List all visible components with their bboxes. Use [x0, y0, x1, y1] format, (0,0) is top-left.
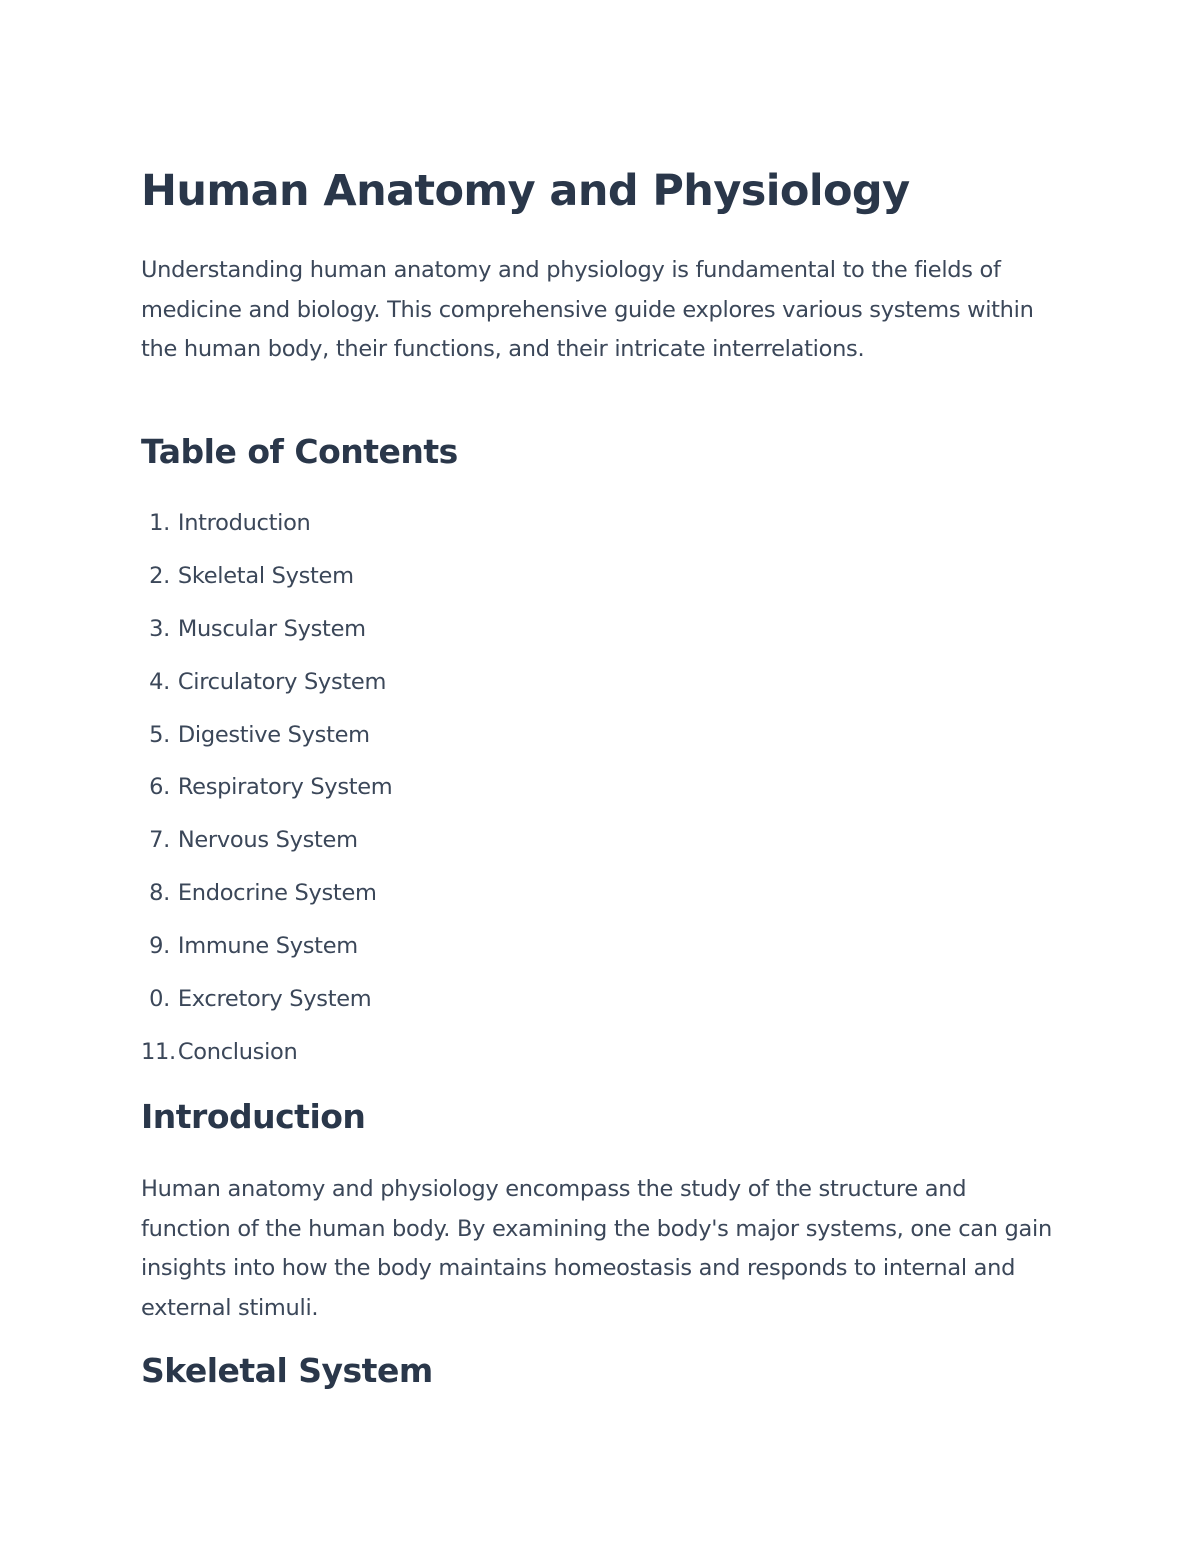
toc-item-label: Conclusion: [177, 1038, 298, 1065]
introduction-paragraph: Human anatomy and physiology encompass the study of the structure and function of the human body. By examining the body's major systems, one can gain insights into how the body maintains homeostasis and responds to internal and external stimuli.: [141, 1176, 1052, 1321]
toc-item-label: Endocrine System: [177, 880, 377, 907]
page-title: Human Anatomy and Physiology: [141, 166, 910, 216]
toc-item-number: 4.: [149, 668, 170, 695]
toc-item-label: Excretory System: [177, 986, 372, 1013]
toc-item-number: 3.: [149, 615, 170, 642]
toc-item-number: 1.: [149, 510, 170, 536]
toc-item-immune-system: [141, 928, 392, 981]
toc-item-number: 2.: [149, 562, 170, 589]
intro-paragraph: Understanding human anatomy and physiology is fundamental to the fields of medicine and biology. This comprehensive guide explores various systems within the human body, their functions, and their intricate interrelations.: [141, 257, 1034, 362]
toc-item-endocrine-system: [141, 875, 392, 928]
toc-item-respiratory-system: [141, 769, 392, 822]
toc-item-label: Skeletal System: [177, 562, 354, 589]
skeletal-system-heading: Skeletal System: [141, 1351, 433, 1390]
toc-item-label: Immune System: [177, 933, 358, 960]
toc-item-number: 0.: [149, 986, 170, 1013]
toc-item-label: Digestive System: [177, 721, 370, 748]
introduction-heading: Introduction: [141, 1097, 366, 1136]
toc-item-digestive-system: [141, 717, 392, 770]
toc-item-label: Respiratory System: [177, 774, 393, 801]
toc-item-nervous-system: [141, 822, 392, 875]
toc-item-number: 8.: [149, 880, 170, 907]
toc-item-circulatory-system: [141, 664, 392, 717]
table-of-contents: [141, 505, 392, 1087]
toc-item-label: Introduction: [177, 510, 311, 536]
toc-item-number: 6.: [149, 774, 170, 801]
toc-item-muscular-system: [141, 611, 392, 664]
toc-item-introduction: [141, 505, 392, 558]
toc-item-number: 7.: [149, 827, 170, 854]
toc-item-conclusion: [141, 1034, 392, 1087]
toc-item-label: Circulatory System: [177, 668, 387, 695]
toc-item-label: Nervous System: [177, 827, 358, 854]
toc-heading: Table of Contents: [141, 432, 458, 471]
toc-item-number: 5.: [149, 721, 170, 748]
toc-item-label: Muscular System: [177, 615, 366, 642]
toc-item-number: 9.: [149, 933, 170, 960]
toc-item-skeletal-system: [141, 558, 392, 611]
toc-item-excretory-system: [141, 981, 392, 1034]
toc-item-number: 11.: [141, 1038, 176, 1065]
